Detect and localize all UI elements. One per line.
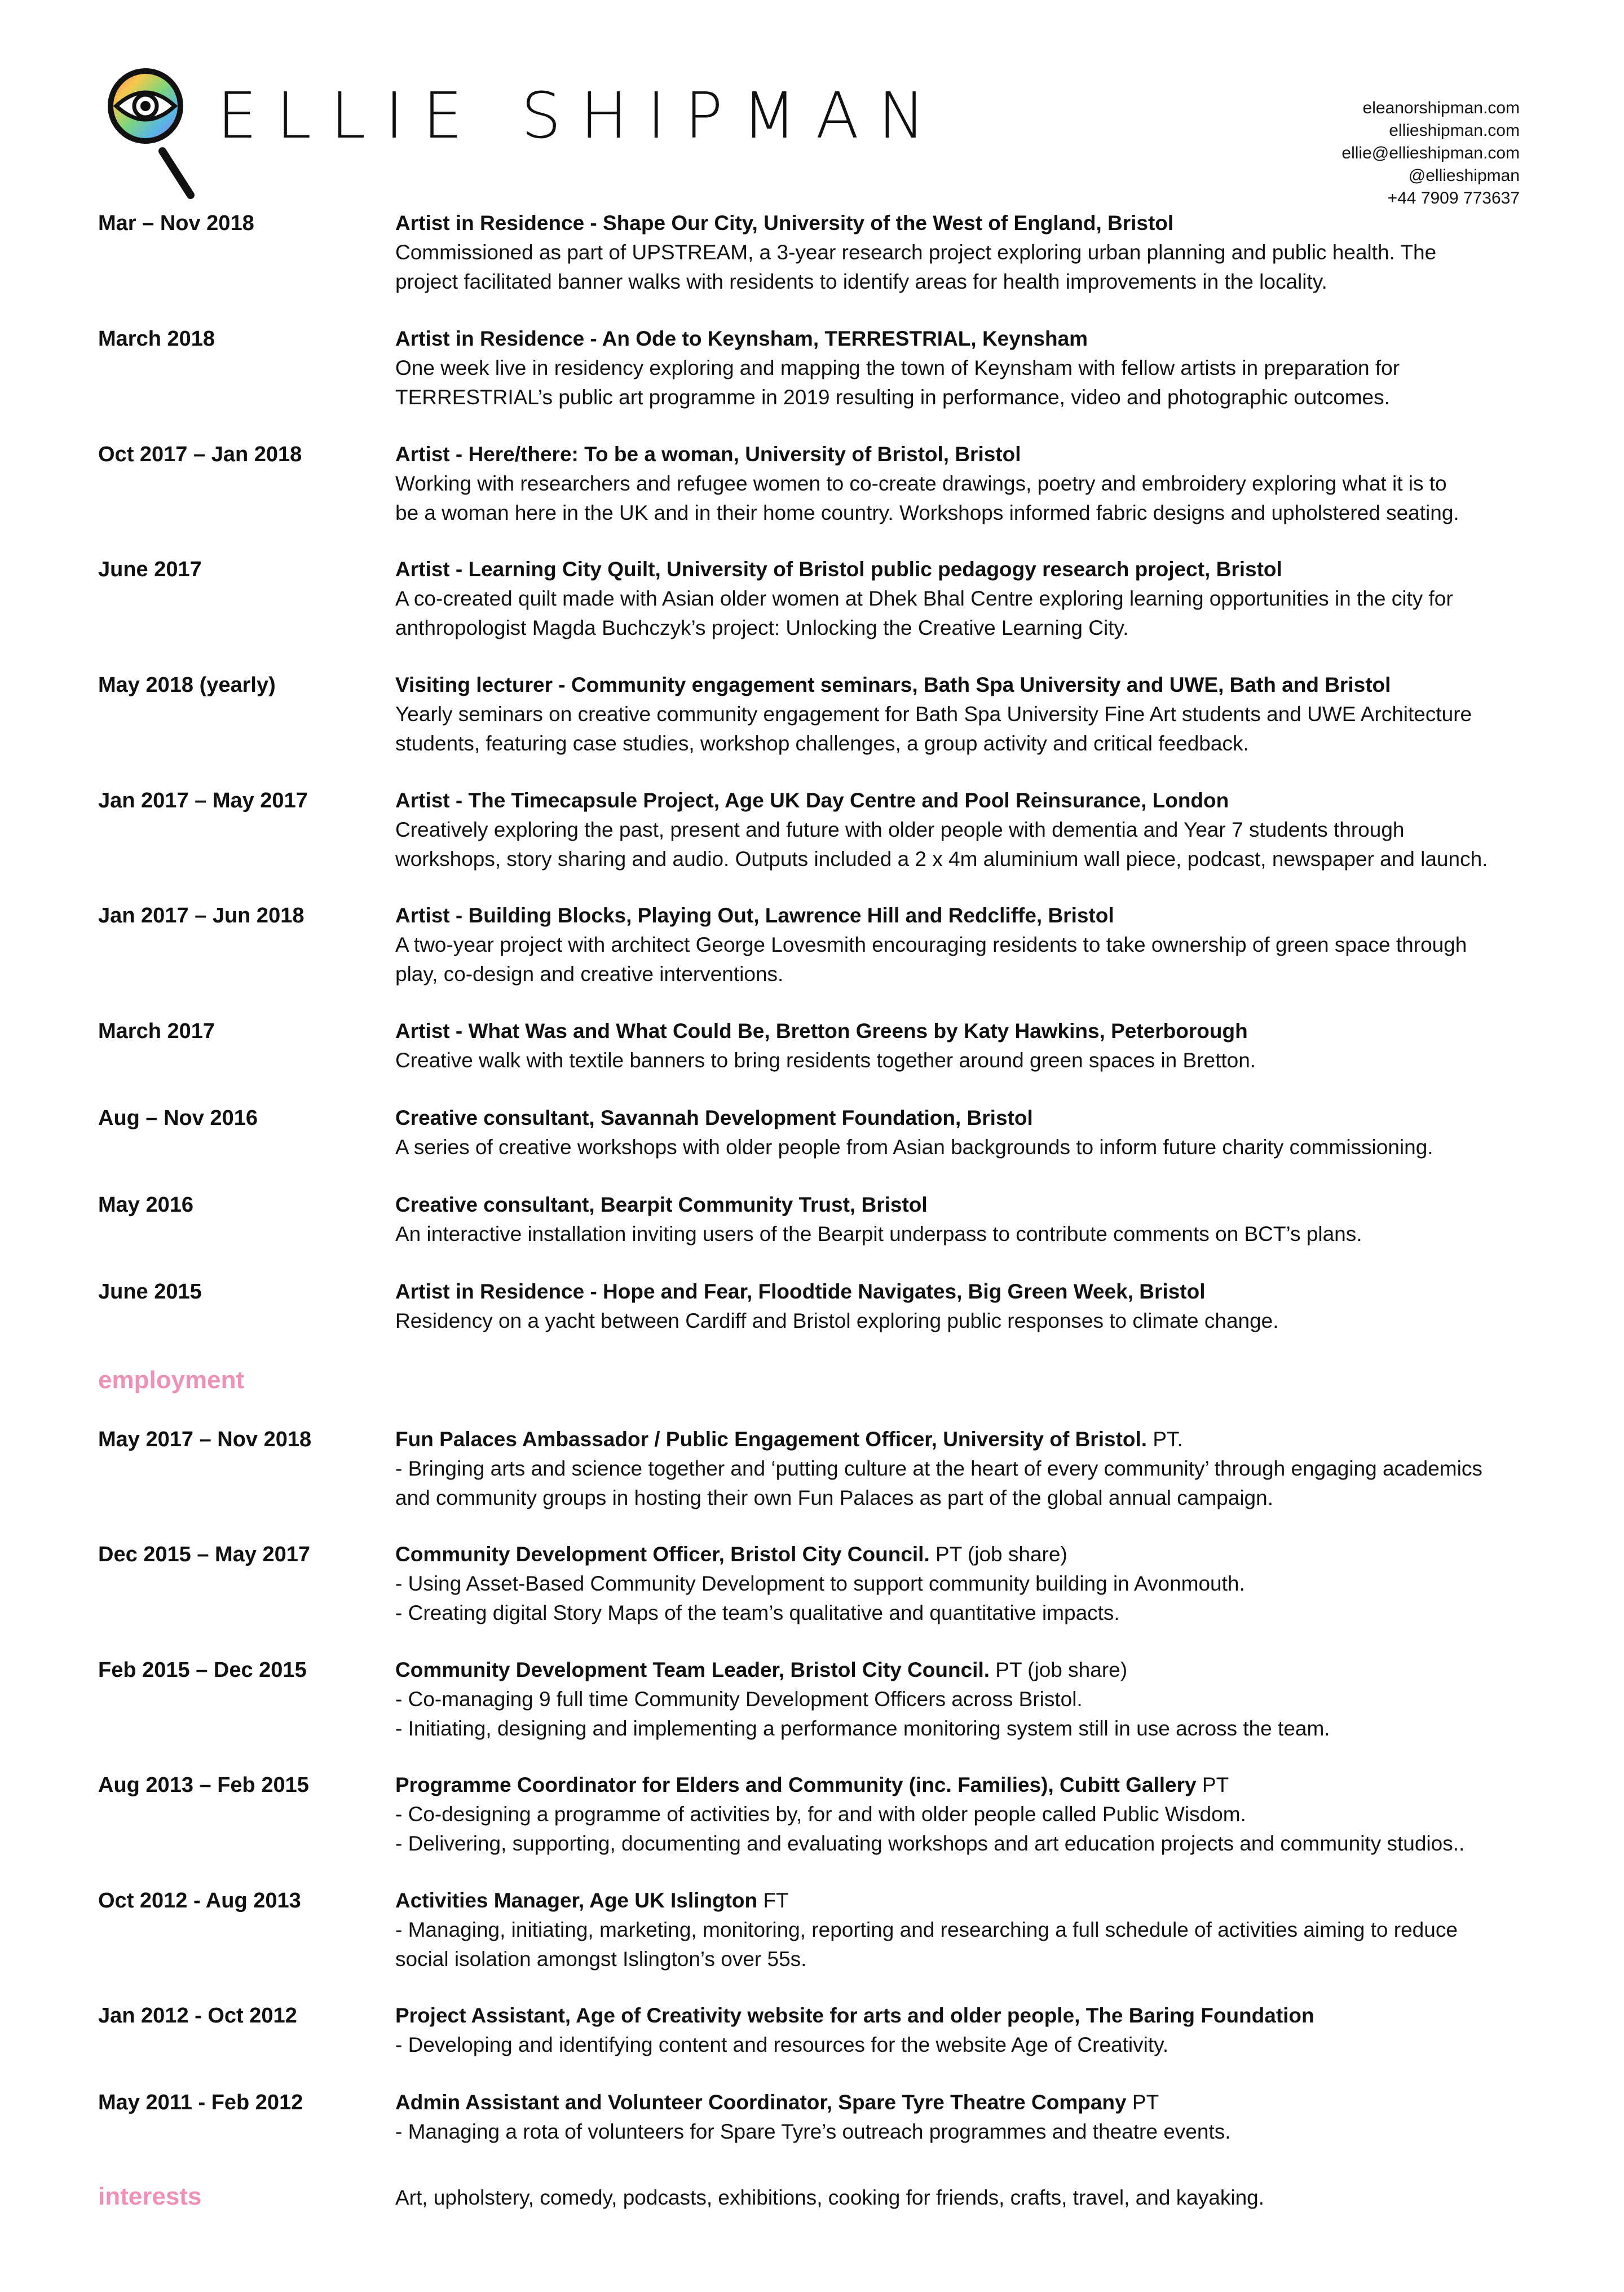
entry-description-line: - Bringing arts and science together and ‘putting culture at the heart of every community’ through engaging academics	[395, 1457, 1482, 1480]
entry-description-line: - Developing and identifying content and resources for the website Age of Creativity.	[395, 2033, 1169, 2056]
entry-title	[395, 1540, 1540, 1569]
entry-body	[395, 1770, 1540, 1858]
entry-description-line: Working with researchers and refugee women to co-create drawings, poetry and embroidery exploring what it is to	[395, 472, 1447, 495]
contact-phone: +44 7909 773637	[1387, 189, 1520, 207]
entry-title-suffix: PT	[1196, 1773, 1229, 1796]
entry-date: May 2017 – Nov 2018	[98, 1428, 312, 1451]
entry-body	[395, 786, 1540, 874]
entry-description-line: - Co-designing a programme of activities by, for and with older people called Public Wisdom.	[395, 1803, 1246, 1826]
entry-title-suffix: PT (job share)	[990, 1658, 1128, 1681]
entry-title-text: Artist - What Was and What Could Be, Bretton Greens by Katy Hawkins, Peterborough	[395, 1019, 1248, 1043]
entry-title-text: Community Development Officer, Bristol City Council.	[395, 1543, 930, 1566]
entry-title-text: Project Assistant, Age of Creativity website for arts and older people, The Baring Foundation	[395, 2004, 1314, 2027]
entry-title-text: Community Development Team Leader, Bristol City Council.	[395, 1658, 990, 1681]
entry-description-line: social isolation amongst Islington’s over 55s.	[395, 1947, 807, 1971]
candidate-name: ELLIE SHIPMAN	[217, 80, 945, 153]
entry-body	[395, 901, 1540, 989]
entry-description-line: TERRESTRIAL’s public art programme in 2019 resulting in performance, video and photographic outcomes.	[395, 386, 1390, 409]
entry-title-text: Creative consultant, Bearpit Community Trust, Bristol	[395, 1193, 928, 1216]
entry-description-line: - Co-managing 9 full time Community Development Officers across Bristol.	[395, 1688, 1083, 1711]
entry-title	[395, 555, 1540, 584]
entry-description-line: play, co-design and creative interventions.	[395, 962, 784, 986]
entry-description-line: Yearly seminars on creative community engagement for Bath Spa University Fine Art students and UWE Architecture	[395, 703, 1472, 726]
entry-body	[395, 1103, 1540, 1162]
entry-date: Jan 2017 – May 2017	[98, 789, 308, 812]
entry-description-line: - Using Asset-Based Community Development to support community building in Avonmouth.	[395, 1572, 1245, 1595]
entry-body	[395, 2001, 1540, 2060]
entry-description-line: project facilitated banner walks with residents to identify areas for health improvements in the locality.	[395, 270, 1327, 293]
entry-description-line: Commissioned as part of UPSTREAM, a 3-year research project exploring urban planning and public health. The	[395, 241, 1437, 264]
entry-body	[395, 209, 1540, 297]
entry-description-line: be a woman here in the UK and in their home country. Workshops informed fabric designs and upholstered seating.	[395, 501, 1459, 524]
contact-handle: @ellieshipman	[1408, 166, 1520, 185]
interests-text: Art, upholstery, comedy, podcasts, exhibitions, cooking for friends, crafts, travel, and kayaking.	[395, 2186, 1265, 2209]
entry-body	[395, 1886, 1540, 1974]
entry-title-suffix: FT	[757, 1889, 789, 1912]
entry-title	[395, 901, 1540, 930]
entry-description-line: A two-year project with architect George Lovesmith encouraging residents to take ownership of green space through	[395, 933, 1467, 956]
entry-description-line: One week live in residency exploring and mapping the town of Keynsham with fellow artists in preparation for	[395, 356, 1400, 379]
entry-title-text: Artist - Here/there: To be a woman, University of Bristol, Bristol	[395, 443, 1021, 466]
entry-description-line: and community groups in hosting their own Fun Palaces as part of the global annual campaign.	[395, 1486, 1273, 1509]
entry-date: March 2018	[98, 327, 215, 351]
entry-title-text: Artist in Residence - Hope and Fear, Floodtide Navigates, Big Green Week, Bristol	[395, 1280, 1206, 1303]
entry-date: Aug – Nov 2016	[98, 1106, 258, 1130]
entry-title-text: Admin Assistant and Volunteer Coordinator, Spare Tyre Theatre Company	[395, 2091, 1127, 2114]
magnifying-glass-eye-icon	[106, 67, 202, 202]
contact-email[interactable]: ellie@ellieshipman.com	[1341, 144, 1520, 162]
entry-title	[395, 1655, 1540, 1685]
entry-title	[395, 670, 1540, 700]
header	[0, 0, 1624, 214]
entry-date: May 2018 (yearly)	[98, 673, 276, 697]
entry-body	[395, 1540, 1540, 1628]
entry-description-line: A series of creative workshops with older people from Asian backgrounds to inform future charity commissioning.	[395, 1136, 1433, 1159]
entry-description-line: - Managing, initiating, marketing, monitoring, reporting and researching a full schedule of activities aiming to reduce	[395, 1918, 1458, 1941]
entry-description-line: Creative walk with textile banners to bring residents together around green spaces in Bretton.	[395, 1049, 1256, 1072]
contact-website-alt[interactable]: ellieshipman.com	[1389, 121, 1520, 140]
entry-date: Jan 2012 - Oct 2012	[98, 2004, 297, 2028]
entry-date: May 2016	[98, 1193, 194, 1217]
entry-title-text: Fun Palaces Ambassador / Public Engagement Officer, University of Bristol.	[395, 1428, 1148, 1451]
entry-title-suffix: PT.	[1147, 1428, 1183, 1451]
entry-title-text: Artist - The Timecapsule Project, Age UK Day Centre and Pool Reinsurance, London	[395, 789, 1229, 812]
entry-description-line: - Initiating, designing and implementing a performance monitoring system still in use across the team.	[395, 1717, 1330, 1740]
entry-body	[395, 555, 1540, 643]
entry-title-text: Artist in Residence - Shape Our City, University of the West of England, Bristol	[395, 211, 1174, 235]
entry-description-line: Creatively exploring the past, present and future with older people with dementia and Year 7 students through	[395, 818, 1405, 841]
entry-date: June 2017	[98, 558, 202, 581]
entry-title-suffix: PT (job share)	[929, 1543, 1067, 1566]
entry-title-text: Creative consultant, Savannah Development Foundation, Bristol	[395, 1106, 1033, 1129]
entry-date: Oct 2017 – Jan 2018	[98, 443, 302, 466]
contact-block	[1341, 97, 1520, 210]
contact-website[interactable]: eleanorshipman.com	[1362, 99, 1520, 117]
entry-date: March 2017	[98, 1019, 215, 1043]
entry-title-text: Artist - Learning City Quilt, University of Bristol public pedagogy research project, Bristol	[395, 558, 1282, 581]
entry-body	[395, 1190, 1540, 1249]
entry-date: May 2011 - Feb 2012	[98, 2091, 303, 2114]
entry-title	[395, 209, 1540, 238]
entry-title	[395, 1277, 1540, 1306]
entry-description-line: students, featuring case studies, workshop challenges, a group activity and critical feedback.	[395, 732, 1249, 755]
entry-title-text: Activities Manager, Age UK Islington	[395, 1889, 758, 1912]
entry-body	[395, 2088, 1540, 2147]
entry-body	[395, 1655, 1540, 1743]
entry-description-line: - Delivering, supporting, documenting and evaluating workshops and art education projects and community studios..	[395, 1832, 1465, 1855]
entry-description-line: - Creating digital Story Maps of the team’s qualitative and quantitative impacts.	[395, 1601, 1120, 1624]
entry-description-line: A co-created quilt made with Asian older women at Dhek Bhal Centre exploring learning opportunities in the city for	[395, 587, 1453, 610]
interests-heading: interests	[98, 2183, 202, 2210]
entry-title-text: Programme Coordinator for Elders and Community (inc. Families), Cubitt Gallery	[395, 1773, 1197, 1796]
entry-title	[395, 786, 1540, 815]
entry-title-text: Artist in Residence - An Ode to Keynsham, TERRESTRIAL, Keynsham	[395, 327, 1088, 350]
entry-description-line: An interactive installation inviting users of the Bearpit underpass to contribute comments on BCT’s plans.	[395, 1222, 1362, 1246]
entry-body	[395, 1277, 1540, 1336]
entry-title-text: Visiting lecturer - Community engagement seminars, Bath Spa University and UWE, Bath and Bristol	[395, 673, 1391, 696]
entry-title	[395, 1425, 1540, 1454]
entry-description-line: - Managing a rota of volunteers for Spare Tyre’s outreach programmes and theatre events.	[395, 2120, 1231, 2143]
entry-title	[395, 1770, 1540, 1800]
entry-title-suffix: PT	[1126, 2091, 1159, 2114]
entry-body	[395, 1425, 1540, 1513]
entry-date: Oct 2012 - Aug 2013	[98, 1889, 301, 1913]
entry-title	[395, 440, 1540, 469]
entry-date: Dec 2015 – May 2017	[98, 1543, 311, 1566]
entry-title	[395, 1886, 1540, 1915]
entry-description-line: anthropologist Magda Buchczyk’s project: Unlocking the Creative Learning City.	[395, 616, 1129, 639]
entry-body	[395, 670, 1540, 758]
entry-title	[395, 2088, 1540, 2117]
entry-date: Jan 2017 – Jun 2018	[98, 904, 304, 928]
entry-body	[395, 1017, 1540, 1075]
entry-date: Feb 2015 – Dec 2015	[98, 1658, 307, 1682]
entry-body	[395, 324, 1540, 412]
entry-title	[395, 1103, 1540, 1133]
entry-title	[395, 1017, 1540, 1046]
employment-heading: employment	[98, 1366, 245, 1394]
entry-description-line: workshops, story sharing and audio. Outputs included a 2 x 4m aluminium wall piece, podcast, newspaper and launch.	[395, 847, 1488, 871]
entry-title	[395, 324, 1540, 354]
entry-date: June 2015	[98, 1280, 202, 1304]
entry-body	[395, 440, 1540, 528]
entry-title	[395, 1190, 1540, 1220]
entry-date: Aug 2013 – Feb 2015	[98, 1773, 309, 1797]
entry-date: Mar – Nov 2018	[98, 211, 254, 235]
entry-title	[395, 2001, 1540, 2030]
entry-title-text: Artist - Building Blocks, Playing Out, Lawrence Hill and Redcliffe, Bristol	[395, 904, 1114, 927]
entry-description-line: Residency on a yacht between Cardiff and Bristol exploring public responses to climate change.	[395, 1309, 1279, 1332]
